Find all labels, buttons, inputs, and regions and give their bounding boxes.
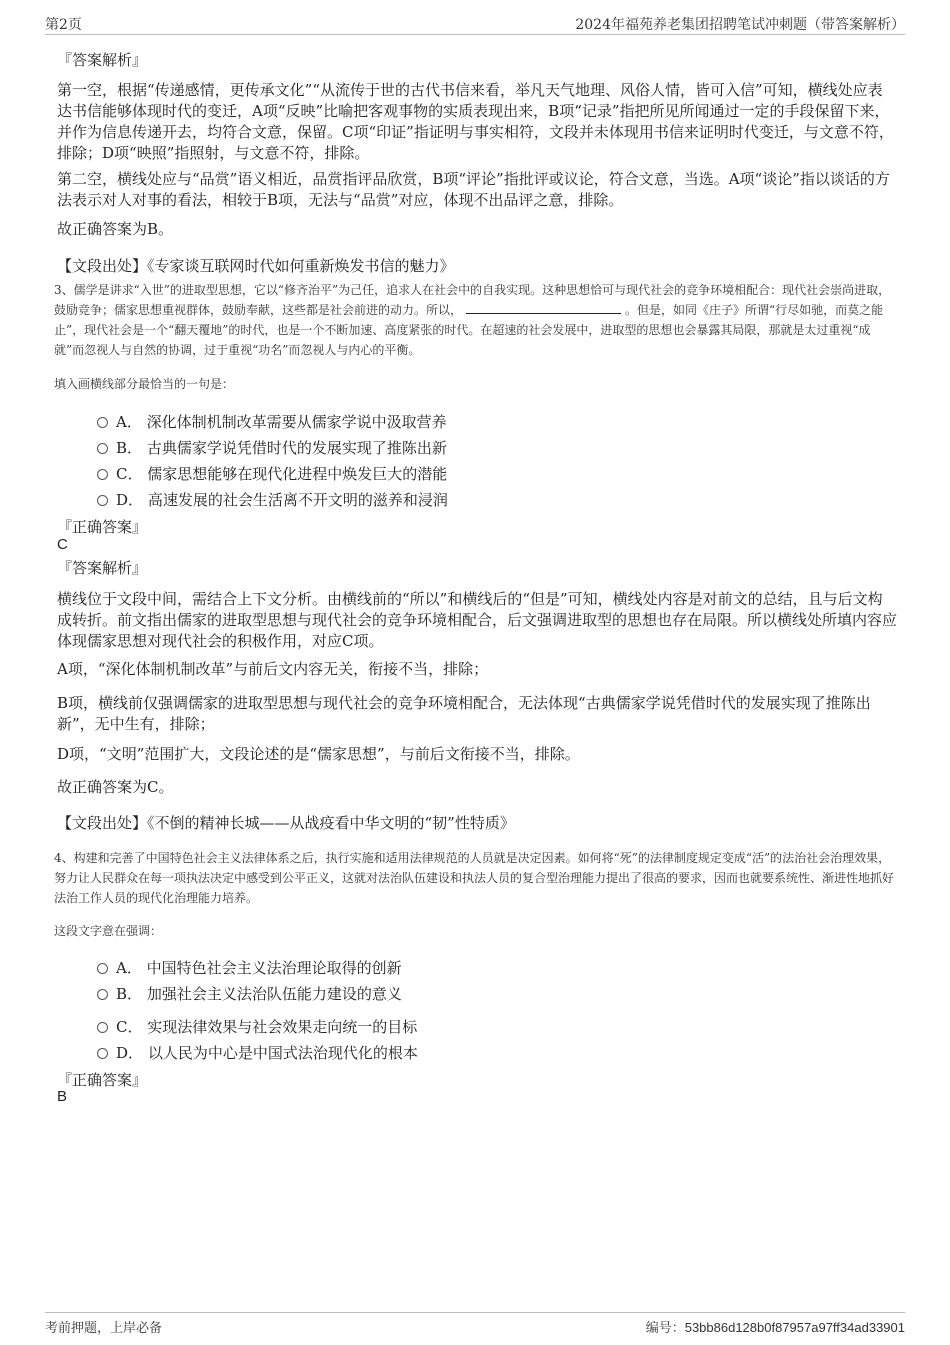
option-text: 高速发展的社会生活离不开文明的滋养和浸润 xyxy=(147,491,448,509)
option-text: 加强社会主义法治队伍能力建设的意义 xyxy=(146,985,402,1003)
option-text: 深化体制机制改革需要从儒家学说中汲取营养 xyxy=(146,413,447,431)
q3-stem-before: 3、儒学是讲求“入世”的进取型思想，它以“修齐治平”为己任，追求人在社会中的自我实现。这种思想恰可与现代社会的竞争环境相配合：现代社会崇尚进取，鼓励竞争；儒家思想重视群体，鼓励奉献，这些都是社会前进的动力。所以， xyxy=(54,283,891,317)
q3-source: 【文段出处】《不倒的精神长城——从战疫看中华文明的“韧”性特质》 xyxy=(57,814,515,832)
option-letter: A． xyxy=(116,413,142,431)
q3-analysis-label: 『答案解析』 xyxy=(57,559,148,577)
option-letter: B． xyxy=(116,985,143,1003)
q3-option-a[interactable] xyxy=(97,411,447,432)
radio-icon[interactable] xyxy=(97,1022,108,1033)
radio-icon[interactable] xyxy=(97,417,108,428)
header-divider xyxy=(45,34,905,35)
q3-analysis-paragraph-1: 横线位于文段中间，需结合上下文分析。由横线前的“所以”和横线后的“但是”可知，横线处内容是对前文的总结，且与后文构成转折。前文指出儒家的进取型思想与现代社会的竞争环境相配合，后文强调进取型的思想也存在局限。所以横线处所填内容应体现儒家思想对现代社会的积极作用，对应C项。 xyxy=(57,590,898,650)
q3-option-d[interactable] xyxy=(97,489,448,510)
q3-analysis-paragraph-2: A项，“深化体制机制改革”与前后文内容无关，衔接不当，排除； xyxy=(57,660,489,678)
radio-icon[interactable] xyxy=(97,495,108,506)
code-label: 编号： xyxy=(645,1321,685,1336)
option-text: 儒家思想能够在现代化进程中焕发巨大的潜能 xyxy=(147,465,448,483)
q3-stem xyxy=(54,280,900,360)
document-code xyxy=(646,1317,905,1336)
page-header xyxy=(45,14,905,34)
q3-analysis-paragraph-3: B项，横线前仅强调儒家的进取型思想与现代社会的竞争环境相配合，无法体现“古典儒家学说凭借时代的发展实现了推陈出新”，无中生有，排除； xyxy=(57,694,871,733)
q2-analysis-paragraph-1: 第一空，根据“传递感情，更传承文化”“从流传于世的古代书信来看，举凡天气地理、风俗人情，皆可入信”可知，横线处应表达书信能够体现时代的变迁，A项“反映”比喻把客观事物的实质表现出来，B项“记录”指把所见所闻通过一定的手段保留下来，并作为信息传递开去，均符合文意，保留。C项“印证”指证明与事实相符，文段并未体现用书信来证明时代变迁，与文意不符，排除；D项“映照”指照射，与文意不符，排除。 xyxy=(57,81,894,162)
q4-stem: 4、构建和完善了中国特色社会主义法律体系之后，执行实施和适用法律规范的人员就是决定因素。如何将“死”的法律制度规定变成“活”的法治社会治理效果，努力让人民群众在每一项执法决定中感受到公平正义，这就对法治队伍建设和执法人员的复合型治理能力提出了很高的要求，因而也就要系统性、渐进性地抓好法治工作人员的现代化治理能力培养。 xyxy=(54,851,895,905)
q3-answer: C xyxy=(57,536,68,553)
code-value: 53bb86d128b0f87957a97ff34ad33901 xyxy=(684,1320,905,1335)
q3-option-c[interactable] xyxy=(97,463,447,484)
radio-icon[interactable] xyxy=(97,1048,108,1059)
option-letter: C． xyxy=(116,465,143,483)
q3-prompt: 填入画横线部分最恰当的一句是： xyxy=(54,377,235,391)
document-title: 2024年福苑养老集团招聘笔试冲刺题（带答案解析） xyxy=(575,17,905,33)
radio-icon[interactable] xyxy=(97,989,108,1000)
radio-icon[interactable] xyxy=(97,469,108,480)
footer-slogan: 考前押题，上岸必备 xyxy=(45,1321,163,1336)
option-text: 古典儒家学说凭借时代的发展实现了推陈出新 xyxy=(146,439,447,457)
option-letter: C． xyxy=(116,1018,143,1036)
option-letter: A． xyxy=(116,959,142,977)
page-number: 第2页 xyxy=(45,17,82,33)
option-text: 实现法律效果与社会效果走向统一的目标 xyxy=(147,1018,418,1036)
q4-option-b[interactable] xyxy=(97,983,402,1004)
q4-option-c[interactable] xyxy=(97,1016,417,1037)
q4-option-a[interactable] xyxy=(97,957,402,978)
q2-source: 【文段出处】《专家谈互联网时代如何重新焕发书信的魅力》 xyxy=(57,257,455,275)
q2-conclusion: 故正确答案为B。 xyxy=(57,220,174,238)
radio-icon[interactable] xyxy=(97,443,108,454)
q3-stem-after: 。但是，如同《庄子》所谓“行尽如驰，而莫之能止”，现代社会是一个“翻天覆地”的时代，也是一个不断加速、高度紧张的时代。在超速的社会发展中，进取型的思想也会暴露其局限，那就是太过重视“成就”而忽视人与自然的协调，过于重视“功名”而忽视人与内心的平衡。 xyxy=(54,303,884,357)
q3-analysis-paragraph-4: D项，“文明”范围扩大，文段论述的是“儒家思想”，与前后文衔接不当，排除。 xyxy=(57,745,580,763)
option-letter: B． xyxy=(116,439,143,457)
q3-option-b[interactable] xyxy=(97,437,447,458)
option-letter: D． xyxy=(116,1044,144,1062)
fill-blank-line xyxy=(466,301,621,314)
q4-answer: B xyxy=(57,1088,68,1105)
radio-icon[interactable] xyxy=(97,963,108,974)
q3-conclusion: 故正确答案为C。 xyxy=(57,778,174,796)
q2-analysis-label: 『答案解析』 xyxy=(57,51,148,69)
footer-divider xyxy=(45,1312,905,1313)
q3-answer-label: 『正确答案』 xyxy=(57,518,148,536)
option-letter: D． xyxy=(116,491,144,509)
option-text: 以人民为中心是中国式法治现代化的根本 xyxy=(147,1044,418,1062)
q4-answer-label: 『正确答案』 xyxy=(57,1071,148,1089)
q4-option-d[interactable] xyxy=(97,1042,418,1063)
option-text: 中国特色社会主义法治理论取得的创新 xyxy=(146,959,402,977)
q4-prompt: 这段文字意在强调： xyxy=(54,924,163,938)
q2-analysis-paragraph-2: 第二空，横线处应与“品赏”语义相近，品赏指评品欣赏，B项“评论”指批评或议论，符合文意，当选。A项“谈论”指以谈话的方法表示对人对事的看法，相较于B项，无法与“品赏”对应，体现不出品评之意，排除。 xyxy=(57,170,890,209)
